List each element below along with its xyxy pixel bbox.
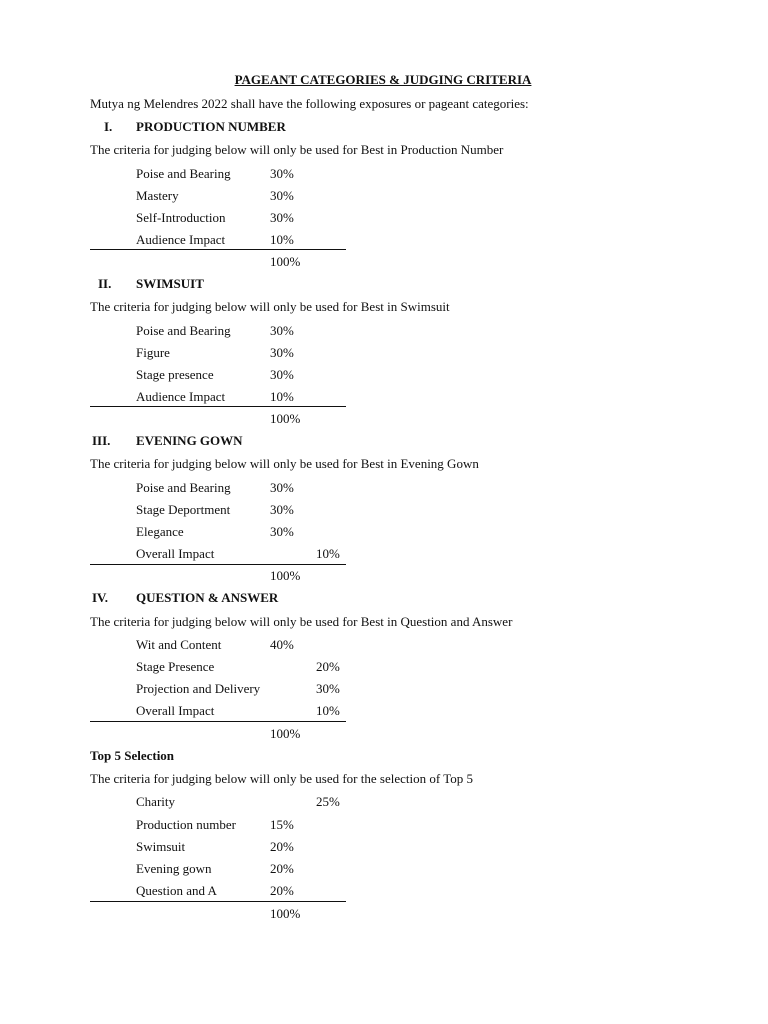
criterion-value: 30% xyxy=(316,681,340,696)
section-4-description: The criteria for judging below will only be used for Best in Question and Answer xyxy=(90,614,513,629)
criterion-value: 10% xyxy=(316,703,340,718)
criterion-value: 30% xyxy=(270,524,294,539)
criterion-value: 40% xyxy=(270,637,294,652)
criterion-label: Swimsuit xyxy=(136,839,186,854)
section-3-numeral: III. xyxy=(92,433,111,448)
criterion-value: 20% xyxy=(270,883,294,898)
criterion-label: Production number xyxy=(136,817,237,832)
criterion-label: Charity xyxy=(136,794,175,809)
criterion-label: Stage Presence xyxy=(136,659,215,674)
criterion-value: 30% xyxy=(270,210,294,225)
criterion-label: Question and A xyxy=(136,883,217,898)
total-rule xyxy=(90,564,346,565)
criterion-label: Poise and Bearing xyxy=(136,480,231,495)
criterion-label: Wit and Content xyxy=(136,637,222,652)
criterion-label: Evening gown xyxy=(136,861,212,876)
section-4-total: 100% xyxy=(270,726,301,741)
criterion-label: Mastery xyxy=(136,188,179,203)
criterion-value: 20% xyxy=(270,861,294,876)
criterion-label: Stage presence xyxy=(136,367,214,382)
criterion-value: 30% xyxy=(270,188,294,203)
criterion-label: Figure xyxy=(136,345,170,360)
criterion-value: 10% xyxy=(270,232,294,247)
criterion-value: 20% xyxy=(316,659,340,674)
criterion-label: Poise and Bearing xyxy=(136,323,231,338)
section-3-description: The criteria for judging below will only be used for Best in Evening Gown xyxy=(90,456,479,471)
criterion-value: 10% xyxy=(270,389,294,404)
criterion-value: 30% xyxy=(270,367,294,382)
criterion-label: Audience Impact xyxy=(136,232,226,247)
section-4-heading: QUESTION & ANSWER xyxy=(136,590,279,605)
criterion-value: 10% xyxy=(316,546,340,561)
criterion-label: Audience Impact xyxy=(136,389,226,404)
criterion-value: 25% xyxy=(316,794,340,809)
intro-text: Mutya ng Melendres 2022 shall have the following exposures or pageant categories: xyxy=(90,96,529,111)
section-2-heading: SWIMSUIT xyxy=(136,276,204,291)
section-1-heading: PRODUCTION NUMBER xyxy=(136,119,286,134)
section-1-numeral: I. xyxy=(104,119,113,134)
criterion-label: Stage Deportment xyxy=(136,502,231,517)
criterion-value: 30% xyxy=(270,323,294,338)
section-3-total: 100% xyxy=(270,568,301,583)
total-rule xyxy=(90,901,346,902)
top5-heading: Top 5 Selection xyxy=(90,748,175,763)
criterion-value: 20% xyxy=(270,839,294,854)
section-1-description: The criteria for judging below will only be used for Best in Production Number xyxy=(90,142,504,157)
section-1-total: 100% xyxy=(270,254,301,269)
section-2-description: The criteria for judging below will only be used for Best in Swimsuit xyxy=(90,299,450,314)
top5-description: The criteria for judging below will only be used for the selection of Top 5 xyxy=(90,771,473,786)
section-4-numeral: IV. xyxy=(92,590,109,605)
section-3-heading: EVENING GOWN xyxy=(136,433,243,448)
criterion-label: Overall Impact xyxy=(136,546,215,561)
criterion-value: 30% xyxy=(270,166,294,181)
document-title: PAGEANT CATEGORIES & JUDGING CRITERIA xyxy=(234,72,532,87)
total-rule xyxy=(90,721,346,722)
criterion-label: Poise and Bearing xyxy=(136,166,231,181)
criterion-label: Projection and Delivery xyxy=(136,681,261,696)
criterion-label: Elegance xyxy=(136,524,184,539)
section-2-total: 100% xyxy=(270,411,301,426)
criterion-value: 15% xyxy=(270,817,294,832)
total-rule xyxy=(90,406,346,407)
criterion-label: Self-Introduction xyxy=(136,210,226,225)
top5-total: 100% xyxy=(270,906,301,921)
section-2-numeral: II. xyxy=(98,276,112,291)
criterion-label: Overall Impact xyxy=(136,703,215,718)
criterion-value: 30% xyxy=(270,480,294,495)
criterion-value: 30% xyxy=(270,502,294,517)
total-rule xyxy=(90,249,346,250)
criterion-value: 30% xyxy=(270,345,294,360)
